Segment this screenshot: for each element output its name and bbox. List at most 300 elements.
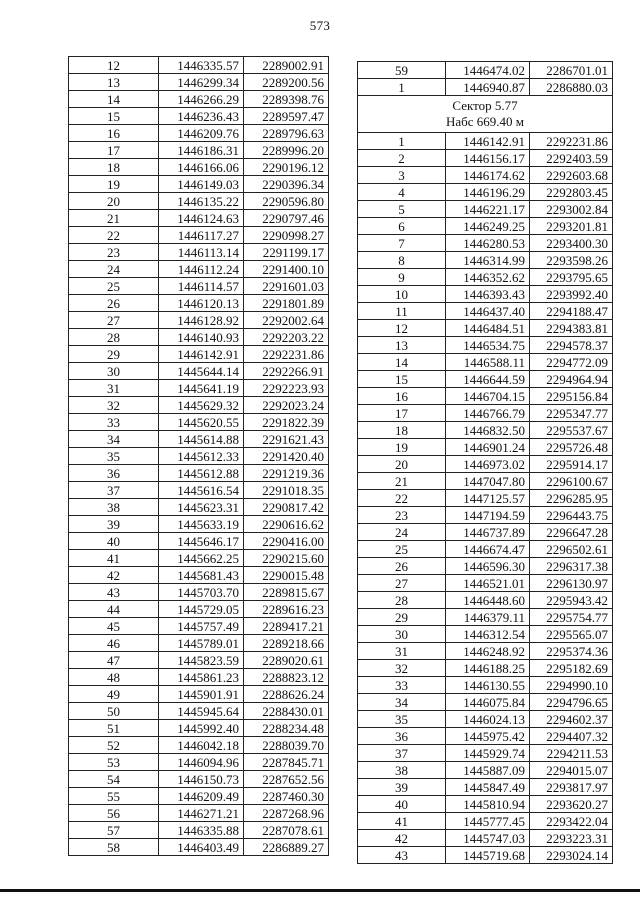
point-number: 2 — [358, 150, 446, 167]
right-table-bottom-body — [358, 133, 613, 864]
table-row — [358, 507, 613, 524]
x-coordinate: 1445747.03 — [446, 830, 530, 847]
y-coordinate: 2290596.80 — [244, 193, 329, 210]
x-coordinate: 1446142.91 — [159, 346, 244, 363]
y-coordinate: 2292603.68 — [530, 167, 613, 184]
y-coordinate: 2292203.22 — [244, 329, 329, 346]
table-row — [358, 167, 613, 184]
table-row — [69, 482, 329, 499]
x-coordinate: 1446156.17 — [446, 150, 530, 167]
x-coordinate: 1446271.21 — [159, 805, 244, 822]
x-coordinate: 1445945.64 — [159, 703, 244, 720]
table-row — [69, 91, 329, 108]
y-coordinate: 2296130.97 — [530, 575, 613, 592]
point-number: 12 — [69, 57, 159, 74]
table-row — [358, 541, 613, 558]
x-coordinate: 1445616.54 — [159, 482, 244, 499]
x-coordinate: 1446196.29 — [446, 184, 530, 201]
x-coordinate: 1447047.80 — [446, 473, 530, 490]
x-coordinate: 1446166.06 — [159, 159, 244, 176]
y-coordinate: 2293400.30 — [530, 235, 613, 252]
x-coordinate: 1445681.43 — [159, 567, 244, 584]
table-row — [358, 320, 613, 337]
point-number: 38 — [358, 762, 446, 779]
x-coordinate: 1445729.05 — [159, 601, 244, 618]
x-coordinate: 1446379.11 — [446, 609, 530, 626]
table-row — [69, 584, 329, 601]
point-number: 43 — [358, 847, 446, 864]
table-row — [358, 456, 613, 473]
point-number: 29 — [69, 346, 159, 363]
point-number: 41 — [69, 550, 159, 567]
x-coordinate: 1446644.59 — [446, 371, 530, 388]
table-row — [69, 822, 329, 839]
point-number: 40 — [69, 533, 159, 550]
x-coordinate: 1446149.03 — [159, 176, 244, 193]
y-coordinate: 2293223.31 — [530, 830, 613, 847]
x-coordinate: 1445861.23 — [159, 669, 244, 686]
x-coordinate: 1446075.84 — [446, 694, 530, 711]
y-coordinate: 2292002.64 — [244, 312, 329, 329]
y-coordinate: 2293201.81 — [530, 218, 613, 235]
x-coordinate: 1446314.99 — [446, 252, 530, 269]
y-coordinate: 2292231.86 — [530, 133, 613, 150]
point-number: 22 — [358, 490, 446, 507]
x-coordinate: 1445612.33 — [159, 448, 244, 465]
y-coordinate: 2290396.34 — [244, 176, 329, 193]
x-coordinate: 1446674.47 — [446, 541, 530, 558]
point-number: 57 — [69, 822, 159, 839]
table-row — [69, 703, 329, 720]
y-coordinate: 2289002.91 — [244, 57, 329, 74]
y-coordinate: 2290817.42 — [244, 499, 329, 516]
y-coordinate: 2290416.00 — [244, 533, 329, 550]
point-number: 28 — [69, 329, 159, 346]
x-coordinate: 1446352.62 — [446, 269, 530, 286]
point-number: 15 — [358, 371, 446, 388]
point-number: 7 — [358, 235, 446, 252]
x-coordinate: 1446209.49 — [159, 788, 244, 805]
table-row — [69, 278, 329, 295]
point-number: 19 — [69, 176, 159, 193]
table-row — [358, 660, 613, 677]
point-number: 56 — [69, 805, 159, 822]
y-coordinate: 2289218.66 — [244, 635, 329, 652]
point-number: 52 — [69, 737, 159, 754]
point-number: 30 — [358, 626, 446, 643]
y-coordinate: 2295374.36 — [530, 643, 613, 660]
table-row — [69, 363, 329, 380]
y-coordinate: 2289398.76 — [244, 91, 329, 108]
x-coordinate: 1445719.68 — [446, 847, 530, 864]
y-coordinate: 2295754.77 — [530, 609, 613, 626]
y-coordinate: 2289020.61 — [244, 652, 329, 669]
y-coordinate: 2289815.67 — [244, 584, 329, 601]
point-number: 16 — [358, 388, 446, 405]
y-coordinate: 2293817.97 — [530, 779, 613, 796]
table-row — [358, 592, 613, 609]
x-coordinate: 1446474.02 — [446, 62, 530, 79]
x-coordinate: 1445662.25 — [159, 550, 244, 567]
table-row — [358, 813, 613, 830]
x-coordinate: 1446114.57 — [159, 278, 244, 295]
y-coordinate: 2292803.45 — [530, 184, 613, 201]
y-coordinate: 2294188.47 — [530, 303, 613, 320]
y-coordinate: 2293992.40 — [530, 286, 613, 303]
y-coordinate: 2295943.42 — [530, 592, 613, 609]
y-coordinate: 2293795.65 — [530, 269, 613, 286]
table-row — [69, 550, 329, 567]
section-title: Сектор 5.77 — [452, 98, 518, 113]
x-coordinate: 1446940.87 — [446, 79, 530, 96]
point-number: 8 — [358, 252, 446, 269]
table-row — [69, 771, 329, 788]
table-row — [358, 609, 613, 626]
table-row — [69, 397, 329, 414]
point-number: 49 — [69, 686, 159, 703]
point-number: 9 — [358, 269, 446, 286]
x-coordinate: 1445644.14 — [159, 363, 244, 380]
table-row — [358, 473, 613, 490]
y-coordinate: 2295914.17 — [530, 456, 613, 473]
bottom-rule — [0, 889, 640, 892]
y-coordinate: 2291621.43 — [244, 431, 329, 448]
y-coordinate: 2289597.47 — [244, 108, 329, 125]
x-coordinate: 1446117.27 — [159, 227, 244, 244]
y-coordinate: 2288823.12 — [244, 669, 329, 686]
y-coordinate: 2294407.32 — [530, 728, 613, 745]
point-number: 42 — [358, 830, 446, 847]
y-coordinate: 2286701.01 — [530, 62, 613, 79]
point-number: 37 — [69, 482, 159, 499]
point-number: 3 — [358, 167, 446, 184]
y-coordinate: 2294602.37 — [530, 711, 613, 728]
table-row — [358, 728, 613, 745]
point-number: 39 — [69, 516, 159, 533]
right-coordinates-table — [357, 61, 613, 864]
x-coordinate: 1446174.62 — [446, 167, 530, 184]
table-row — [69, 312, 329, 329]
table-row — [69, 805, 329, 822]
x-coordinate: 1446120.13 — [159, 295, 244, 312]
point-number: 28 — [358, 592, 446, 609]
y-coordinate: 2292403.59 — [530, 150, 613, 167]
table-row — [358, 388, 613, 405]
x-coordinate: 1445633.19 — [159, 516, 244, 533]
y-coordinate: 2295182.69 — [530, 660, 613, 677]
table-row — [358, 830, 613, 847]
point-number: 17 — [69, 142, 159, 159]
x-coordinate: 1447194.59 — [446, 507, 530, 524]
x-coordinate: 1445641.19 — [159, 380, 244, 397]
point-number: 48 — [69, 669, 159, 686]
point-number: 53 — [69, 754, 159, 771]
x-coordinate: 1446236.43 — [159, 108, 244, 125]
x-coordinate: 1446266.29 — [159, 91, 244, 108]
table-row — [358, 337, 613, 354]
y-coordinate: 2291018.35 — [244, 482, 329, 499]
point-number: 35 — [358, 711, 446, 728]
table-row — [69, 295, 329, 312]
table-row — [69, 567, 329, 584]
y-coordinate: 2290998.27 — [244, 227, 329, 244]
table-row — [358, 524, 613, 541]
y-coordinate: 2289200.56 — [244, 74, 329, 91]
table-row — [358, 745, 613, 762]
table-row — [69, 210, 329, 227]
point-number: 51 — [69, 720, 159, 737]
x-coordinate: 1446521.01 — [446, 575, 530, 592]
x-coordinate: 1446393.43 — [446, 286, 530, 303]
x-coordinate: 1446901.24 — [446, 439, 530, 456]
y-coordinate: 2291601.03 — [244, 278, 329, 295]
x-coordinate: 1445623.31 — [159, 499, 244, 516]
x-coordinate: 1445847.49 — [446, 779, 530, 796]
x-coordinate: 1446186.31 — [159, 142, 244, 159]
point-number: 5 — [358, 201, 446, 218]
table-row — [69, 142, 329, 159]
point-number: 32 — [69, 397, 159, 414]
y-coordinate: 2291199.17 — [244, 244, 329, 261]
point-number: 18 — [69, 159, 159, 176]
x-coordinate: 1445789.01 — [159, 635, 244, 652]
x-coordinate: 1445703.70 — [159, 584, 244, 601]
point-number: 23 — [358, 507, 446, 524]
table-row — [358, 490, 613, 507]
table-row — [358, 405, 613, 422]
y-coordinate: 2290196.12 — [244, 159, 329, 176]
point-number: 42 — [69, 567, 159, 584]
point-number: 25 — [358, 541, 446, 558]
point-number: 19 — [358, 439, 446, 456]
x-coordinate: 1446142.91 — [446, 133, 530, 150]
x-coordinate: 1445810.94 — [446, 796, 530, 813]
x-coordinate: 1446448.60 — [446, 592, 530, 609]
point-number: 31 — [69, 380, 159, 397]
table-row — [69, 788, 329, 805]
table-row — [358, 79, 613, 96]
x-coordinate: 1446209.76 — [159, 125, 244, 142]
point-number: 36 — [358, 728, 446, 745]
table-row — [358, 422, 613, 439]
point-number: 11 — [358, 303, 446, 320]
table-row — [358, 235, 613, 252]
table-row — [358, 269, 613, 286]
y-coordinate: 2286880.03 — [530, 79, 613, 96]
point-number: 58 — [69, 839, 159, 856]
table-row — [69, 193, 329, 210]
point-number: 24 — [69, 261, 159, 278]
point-number: 31 — [358, 643, 446, 660]
y-coordinate: 2294964.94 — [530, 371, 613, 388]
table-row — [69, 244, 329, 261]
x-coordinate: 1445901.91 — [159, 686, 244, 703]
point-number: 12 — [358, 320, 446, 337]
table-row — [69, 448, 329, 465]
point-number: 20 — [358, 456, 446, 473]
x-coordinate: 1446042.18 — [159, 737, 244, 754]
table-row — [358, 779, 613, 796]
x-coordinate: 1446124.63 — [159, 210, 244, 227]
point-number: 26 — [69, 295, 159, 312]
table-row — [358, 371, 613, 388]
point-number: 13 — [69, 74, 159, 91]
table-row — [358, 711, 613, 728]
point-number: 26 — [358, 558, 446, 575]
y-coordinate: 2296647.28 — [530, 524, 613, 541]
y-coordinate: 2288626.24 — [244, 686, 329, 703]
y-coordinate: 2296317.38 — [530, 558, 613, 575]
table-row — [69, 652, 329, 669]
table-row — [69, 108, 329, 125]
y-coordinate: 2291801.89 — [244, 295, 329, 312]
y-coordinate: 2292223.93 — [244, 380, 329, 397]
table-row — [69, 465, 329, 482]
point-number: 41 — [358, 813, 446, 830]
x-coordinate: 1446112.24 — [159, 261, 244, 278]
point-number: 1 — [358, 79, 446, 96]
point-number: 4 — [358, 184, 446, 201]
point-number: 54 — [69, 771, 159, 788]
y-coordinate: 2288430.01 — [244, 703, 329, 720]
table-row — [358, 252, 613, 269]
point-number: 17 — [358, 405, 446, 422]
y-coordinate: 2296443.75 — [530, 507, 613, 524]
table-row — [358, 762, 613, 779]
table-row — [69, 414, 329, 431]
table-row — [69, 601, 329, 618]
table-row — [69, 754, 329, 771]
point-number: 55 — [69, 788, 159, 805]
x-coordinate: 1446596.30 — [446, 558, 530, 575]
x-coordinate: 1445929.74 — [446, 745, 530, 762]
x-coordinate: 1445614.88 — [159, 431, 244, 448]
point-number: 6 — [358, 218, 446, 235]
point-number: 50 — [69, 703, 159, 720]
x-coordinate: 1446588.11 — [446, 354, 530, 371]
point-number: 29 — [358, 609, 446, 626]
y-coordinate: 2294211.53 — [530, 745, 613, 762]
point-number: 59 — [358, 62, 446, 79]
point-number: 38 — [69, 499, 159, 516]
point-number: 24 — [358, 524, 446, 541]
x-coordinate: 1446188.25 — [446, 660, 530, 677]
table-row — [69, 499, 329, 516]
y-coordinate: 2295537.67 — [530, 422, 613, 439]
table-row — [358, 677, 613, 694]
table-row — [69, 720, 329, 737]
section-header — [358, 96, 613, 133]
y-coordinate: 2289796.63 — [244, 125, 329, 142]
x-coordinate: 1446135.22 — [159, 193, 244, 210]
y-coordinate: 2288039.70 — [244, 737, 329, 754]
x-coordinate: 1447125.57 — [446, 490, 530, 507]
point-number: 18 — [358, 422, 446, 439]
y-coordinate: 2292231.86 — [244, 346, 329, 363]
x-coordinate: 1446335.88 — [159, 822, 244, 839]
table-row — [358, 303, 613, 320]
table-row — [358, 439, 613, 456]
x-coordinate: 1445757.49 — [159, 618, 244, 635]
y-coordinate: 2287845.71 — [244, 754, 329, 771]
table-row — [69, 159, 329, 176]
x-coordinate: 1445620.55 — [159, 414, 244, 431]
point-number: 22 — [69, 227, 159, 244]
point-number: 32 — [358, 660, 446, 677]
x-coordinate: 1446128.92 — [159, 312, 244, 329]
point-number: 47 — [69, 652, 159, 669]
y-coordinate: 2291400.10 — [244, 261, 329, 278]
x-coordinate: 1446299.34 — [159, 74, 244, 91]
point-number: 44 — [69, 601, 159, 618]
table-row — [358, 796, 613, 813]
y-coordinate: 2293002.84 — [530, 201, 613, 218]
section-header-body — [358, 96, 613, 133]
point-number: 37 — [358, 745, 446, 762]
x-coordinate: 1446130.55 — [446, 677, 530, 694]
y-coordinate: 2293422.04 — [530, 813, 613, 830]
point-number: 14 — [358, 354, 446, 371]
x-coordinate: 1446249.25 — [446, 218, 530, 235]
point-number: 35 — [69, 448, 159, 465]
point-number: 16 — [69, 125, 159, 142]
y-coordinate: 2294772.09 — [530, 354, 613, 371]
y-coordinate: 2286889.27 — [244, 839, 329, 856]
table-row — [358, 694, 613, 711]
point-number: 30 — [69, 363, 159, 380]
y-coordinate: 2296285.95 — [530, 490, 613, 507]
x-coordinate: 1445992.40 — [159, 720, 244, 737]
y-coordinate: 2296502.61 — [530, 541, 613, 558]
table-row — [69, 380, 329, 397]
table-row — [358, 218, 613, 235]
page-number: 573 — [309, 18, 331, 33]
point-number: 23 — [69, 244, 159, 261]
x-coordinate: 1446403.49 — [159, 839, 244, 856]
point-number: 21 — [358, 473, 446, 490]
table-row — [69, 346, 329, 363]
x-coordinate: 1446140.93 — [159, 329, 244, 346]
y-coordinate: 2290015.48 — [244, 567, 329, 584]
y-coordinate: 2290616.62 — [244, 516, 329, 533]
x-coordinate: 1446113.14 — [159, 244, 244, 261]
table-row — [69, 618, 329, 635]
y-coordinate: 2294796.65 — [530, 694, 613, 711]
point-number: 46 — [69, 635, 159, 652]
table-row — [358, 62, 613, 79]
point-number: 33 — [69, 414, 159, 431]
x-coordinate: 1445777.45 — [446, 813, 530, 830]
y-coordinate: 2289996.20 — [244, 142, 329, 159]
point-number: 20 — [69, 193, 159, 210]
x-coordinate: 1446312.54 — [446, 626, 530, 643]
x-coordinate: 1445612.88 — [159, 465, 244, 482]
table-row — [69, 669, 329, 686]
table-row — [69, 125, 329, 142]
table-row — [358, 201, 613, 218]
x-coordinate: 1445887.09 — [446, 762, 530, 779]
x-coordinate: 1446704.15 — [446, 388, 530, 405]
x-coordinate: 1445629.32 — [159, 397, 244, 414]
table-row — [69, 57, 329, 74]
y-coordinate: 2287268.96 — [244, 805, 329, 822]
y-coordinate: 2287078.61 — [244, 822, 329, 839]
x-coordinate: 1445646.17 — [159, 533, 244, 550]
x-coordinate: 1446335.57 — [159, 57, 244, 74]
y-coordinate: 2291822.39 — [244, 414, 329, 431]
y-coordinate: 2295347.77 — [530, 405, 613, 422]
y-coordinate: 2287652.56 — [244, 771, 329, 788]
